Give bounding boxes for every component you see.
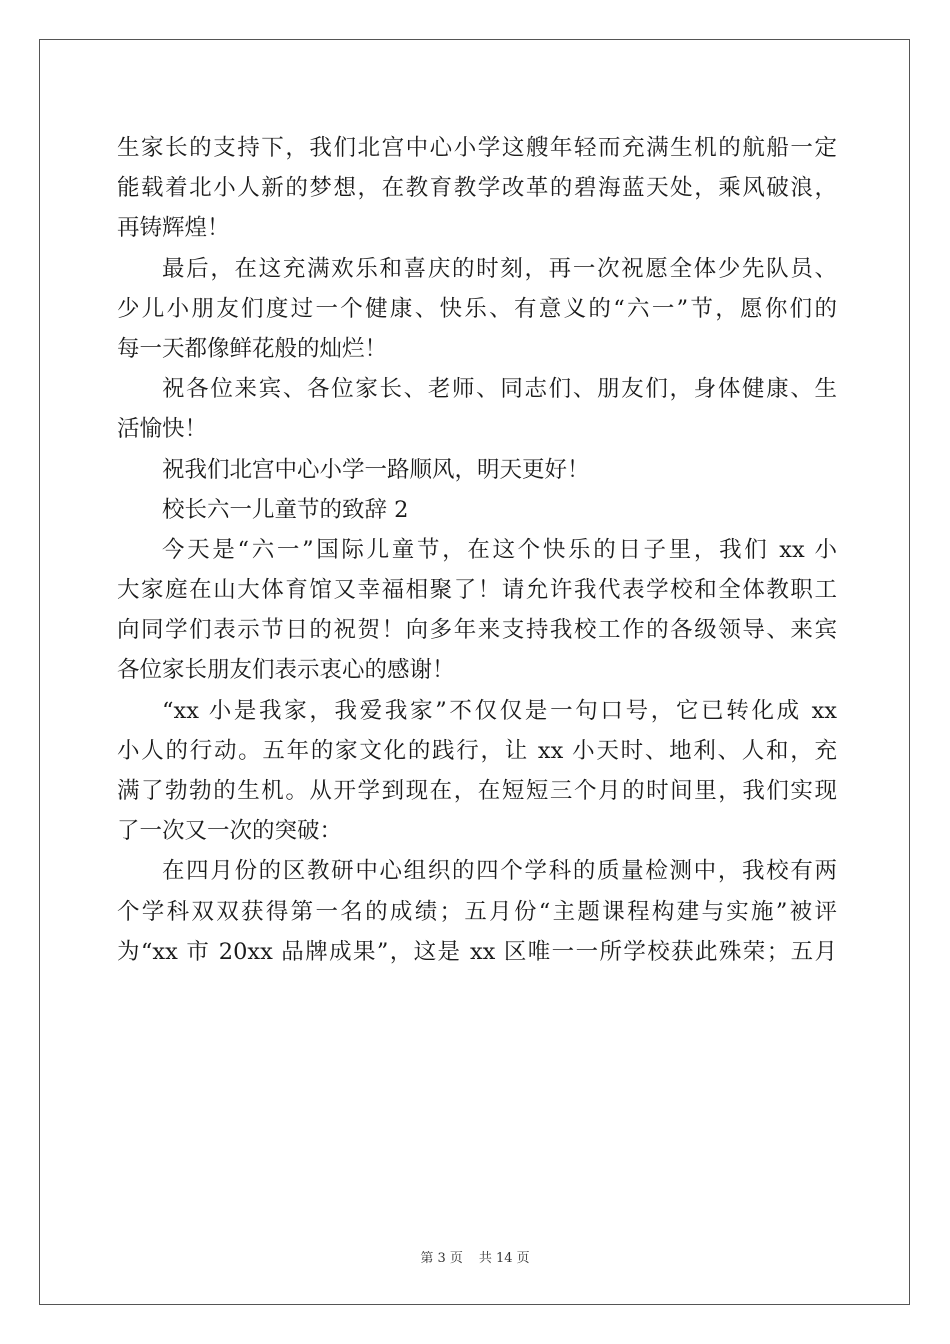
document-body xyxy=(117,128,837,972)
text-line: 最后，在这充满欢乐和喜庆的时刻，再一次祝愿全体少先队员、 xyxy=(162,255,837,282)
text-line: 活愉快！ xyxy=(117,416,208,443)
text-line: 个学科双双获得第一名的成绩；五月份“主题课程构建与实施”被评 xyxy=(117,898,837,925)
text-line: 在四月份的区教研中心组织的四个学科的质量检测中，我校有两 xyxy=(162,858,837,885)
text-line: 祝我们北宫中心小学一路顺风，明天更好！ xyxy=(162,456,590,483)
text-line: 能载着北小人新的梦想，在教育教学改革的碧海蓝天处，乘风破浪， xyxy=(117,175,837,202)
text-line: 校长六一儿童节的致辞 2 xyxy=(162,496,409,523)
text-line: 满了勃勃的生机。从开学到现在，在短短三个月的时间里，我们实现 xyxy=(117,778,837,804)
text-line: 每一天都像鲜花般的灿烂！ xyxy=(117,335,388,362)
text-line: “xx 小是我家，我爱我家”不仅仅是一句口号，它已转化成 xx xyxy=(162,697,837,724)
total-pages: 共 14 页 xyxy=(478,1251,530,1266)
text-line: 各位家长朋友们表示衷心的感谢！ xyxy=(117,657,455,684)
text-line: 大家庭在山大体育馆又幸福相聚了！请允许我代表学校和全体教职工 xyxy=(117,577,837,604)
text-line: 生家长的支持下，我们北宫中心小学这艘年轻而充满生机的航船一定 xyxy=(117,135,837,161)
text-line: 了一次又一次的突破： xyxy=(117,818,343,845)
text-line: 今天是“六一”国际儿童节，在这个快乐的日子里，我们 xx 小 xyxy=(162,536,837,563)
current-page-number: 第 3 页 xyxy=(420,1251,463,1266)
text-line: 向同学们表示节日的祝贺！向多年来支持我校工作的各级领导、来宾 xyxy=(117,617,837,644)
text-line: 少儿小朋友们度过一个健康、快乐、有意义的“六一”节，愿你们的 xyxy=(117,295,837,322)
page-footer xyxy=(0,1247,950,1266)
text-line: 小人的行动。五年的家文化的践行，让 xx 小天时、地利、人和，充 xyxy=(117,737,837,764)
text-line: 为“xx 市 20xx 品牌成果”，这是 xx 区唯一一所学校获此殊荣；五月 xyxy=(117,938,837,965)
text-line: 祝各位来宾、各位家长、老师、同志们、朋友们，身体健康、生 xyxy=(162,376,837,403)
text-line: 再铸辉煌！ xyxy=(117,215,230,242)
